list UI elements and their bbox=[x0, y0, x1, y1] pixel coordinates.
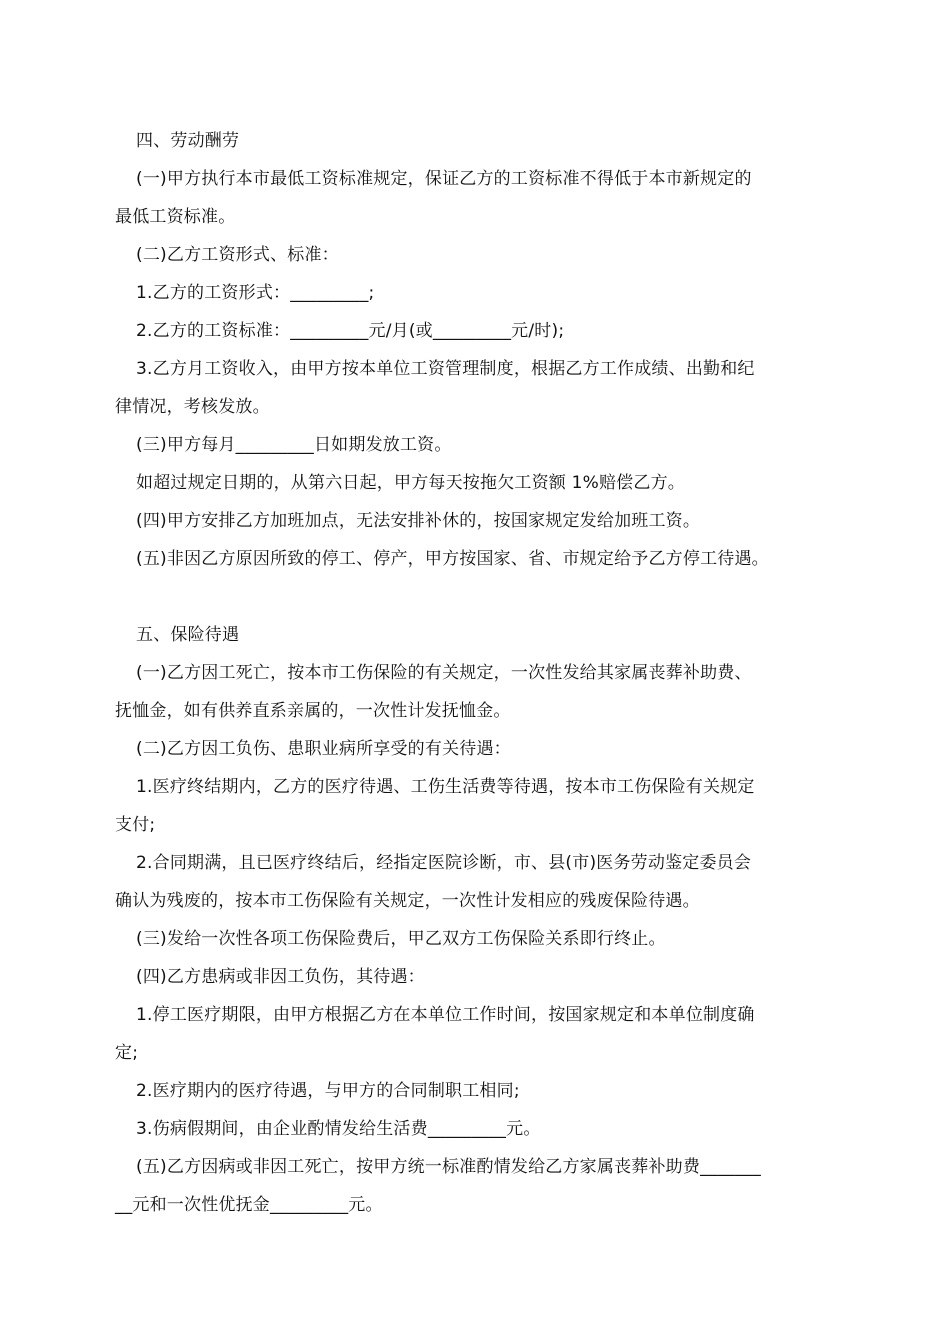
paragraph-line: 最低工资标准。 bbox=[115, 207, 236, 227]
paragraph-line: 定; bbox=[115, 1043, 139, 1063]
paragraph-line: 2.乙方的工资标准：_________元/月(或_________元/时); bbox=[136, 321, 565, 341]
paragraph-line: (三)发给一次性各项工伤保险费后，甲乙双方工伤保险关系即行终止。 bbox=[136, 929, 666, 949]
paragraph-line: 2.合同期满，且已医疗终结后，经指定医院诊断，市、县(市)医务劳动鉴定委员会 bbox=[136, 853, 752, 873]
paragraph-line: __元和一次性优抚金_________元。 bbox=[115, 1195, 383, 1215]
paragraph-line: (五)非因乙方原因所致的停工、停产，甲方按国家、省、市规定给予乙方停工待遇。 bbox=[136, 549, 769, 569]
section-labor-remuneration bbox=[115, 122, 845, 578]
paragraph-line: (四)乙方患病或非因工负伤，其待遇： bbox=[136, 967, 425, 987]
paragraph-line: (二)乙方因工负伤、患职业病所享受的有关待遇： bbox=[136, 739, 511, 759]
paragraph-line: (一)甲方执行本市最低工资标准规定，保证乙方的工资标准不得低于本市新规定的 bbox=[136, 169, 752, 189]
section-heading: 四、劳动酬劳 bbox=[136, 131, 240, 151]
paragraph-line: 1.停工医疗期限，由甲方根据乙方在本单位工作时间，按国家规定和本单位制度确 bbox=[136, 1005, 755, 1025]
paragraph-line: (三)甲方每月_________日如期发放工资。 bbox=[136, 435, 452, 455]
paragraph-line: (四)甲方安排乙方加班加点，无法安排补休的，按国家规定发给加班工资。 bbox=[136, 511, 701, 531]
paragraph-line: 2.医疗期内的医疗待遇，与甲方的合同制职工相同; bbox=[136, 1081, 520, 1101]
paragraph-line: 抚恤金，如有供养直系亲属的，一次性计发抚恤金。 bbox=[115, 701, 511, 721]
paragraph-line: (一)乙方因工死亡，按本市工伤保险的有关规定，一次性发给其家属丧葬补助费、 bbox=[136, 663, 752, 683]
paragraph-line: 1.医疗终结期内，乙方的医疗待遇、工伤生活费等待遇，按本市工伤保险有关规定 bbox=[136, 777, 755, 797]
paragraph-line: 律情况，考核发放。 bbox=[115, 397, 270, 417]
paragraph-line: 3.乙方月工资收入，由甲方按本单位工资管理制度，根据乙方工作成绩、出勤和纪 bbox=[136, 359, 755, 379]
paragraph-line: 3.伤病假期间，由企业酌情发给生活费_________元。 bbox=[136, 1119, 541, 1139]
paragraph-line: (二)乙方工资形式、标准： bbox=[136, 245, 339, 265]
paragraph-line: 如超过规定日期的，从第六日起，甲方每天按拖欠工资额 1%赔偿乙方。 bbox=[136, 473, 685, 493]
paragraph-line: 支付; bbox=[115, 815, 156, 835]
paragraph-line: 1.乙方的工资形式：_________; bbox=[136, 283, 375, 303]
paragraph-line: 确认为残废的，按本市工伤保险有关规定，一次性计发相应的残废保险待遇。 bbox=[115, 891, 700, 911]
section-insurance-benefits bbox=[115, 616, 845, 1224]
section-heading: 五、保险待遇 bbox=[136, 625, 240, 645]
document-page bbox=[115, 122, 845, 1224]
paragraph-line: (五)乙方因病或非因工死亡，按甲方统一标准酌情发给乙方家属丧葬补助费_______ bbox=[136, 1157, 761, 1177]
